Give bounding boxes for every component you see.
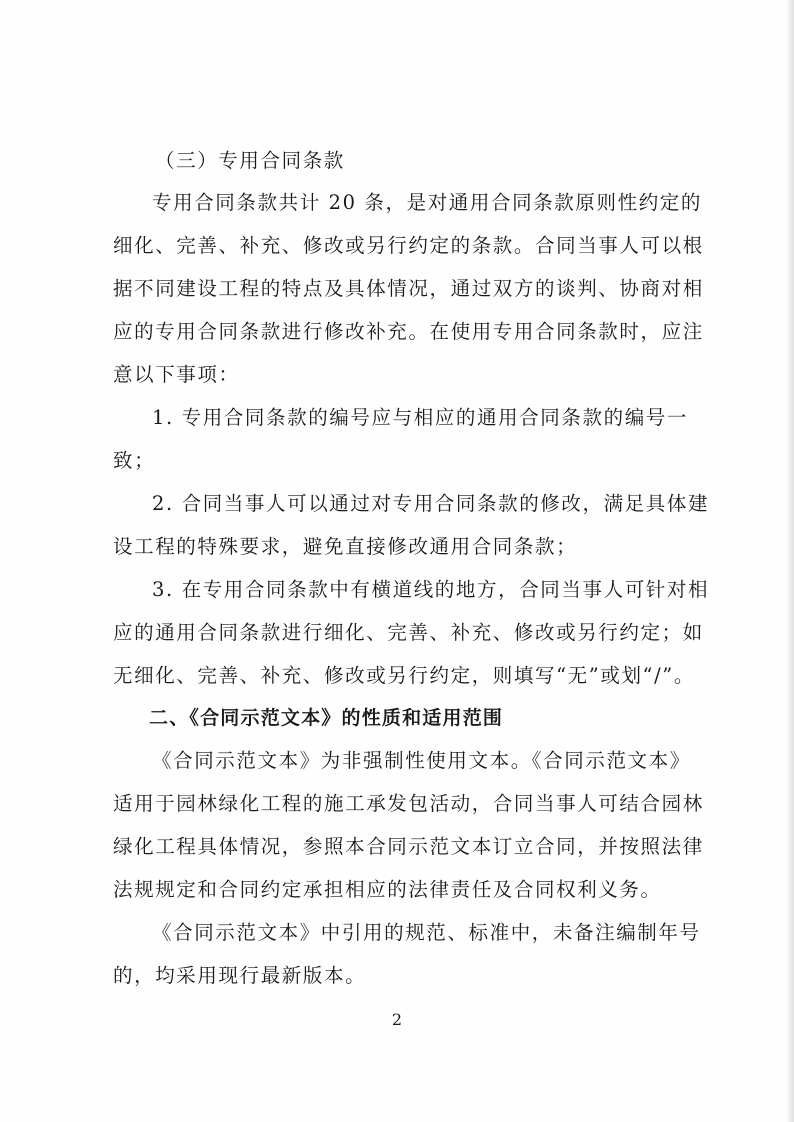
section-two-heading: 二、《合同示范文本》的性质和适用范围	[149, 707, 504, 729]
paragraph-1-line-3: 据不同建设工程的特点及具体情况，通过双方的谈判、协商对相	[113, 277, 704, 300]
list-item-1-line-1: 1. 专用合同条款的编号应与相应的通用合同条款的编号一	[152, 406, 689, 429]
paragraph-1-line-5: 意以下事项：	[113, 363, 240, 386]
paragraph-2-line-4: 法规规定和合同约定承担相应的法律责任及合同权利义务。	[113, 878, 662, 901]
paragraph-1-line-1: 专用合同条款共计 20 条，是对通用合同条款原则性约定的	[152, 191, 703, 214]
section-three-heading: （三）专用合同条款	[155, 149, 345, 172]
list-item-2-line-2: 设工程的特殊要求，避免直接修改通用合同条款；	[113, 535, 578, 558]
paragraph-3-line-2: 的，均采用现行最新版本。	[113, 964, 367, 987]
list-item-3-line-2: 应的通用合同条款进行细化、完善、补充、修改或另行约定；如	[113, 621, 704, 644]
list-item-3-line-3: 无细化、完善、补充、修改或另行约定，则填写“无”或划“/”。	[113, 664, 695, 687]
paragraph-1-line-4: 应的专用合同条款进行修改补充。在使用专用合同条款时，应注	[113, 320, 704, 343]
paragraph-3-line-1: 《合同示范文本》中引用的规范、标准中，未备注编制年号	[152, 921, 701, 944]
paragraph-2-line-1: 《合同示范文本》为非强制性使用文本。《合同示范文本》	[152, 749, 691, 772]
page-number: 2	[391, 1010, 403, 1029]
paragraph-2-line-2: 适用于园林绿化工程的施工承发包活动，合同当事人可结合园林	[113, 792, 704, 815]
scan-edge-shadow	[786, 0, 794, 1122]
paragraph-1-line-2: 细化、完善、补充、修改或另行约定的条款。合同当事人可以根	[113, 234, 704, 257]
paragraph-2-line-3: 绿化工程具体情况，参照本合同示范文本订立合同，并按照法律	[113, 835, 704, 858]
list-item-2-line-1: 2. 合同当事人可以通过对专用合同条款的修改，满足具体建	[152, 492, 710, 515]
list-item-1-line-2: 致；	[113, 449, 156, 472]
list-item-3-line-1: 3. 在专用合同条款中有横道线的地方，合同当事人可针对相	[152, 578, 710, 601]
